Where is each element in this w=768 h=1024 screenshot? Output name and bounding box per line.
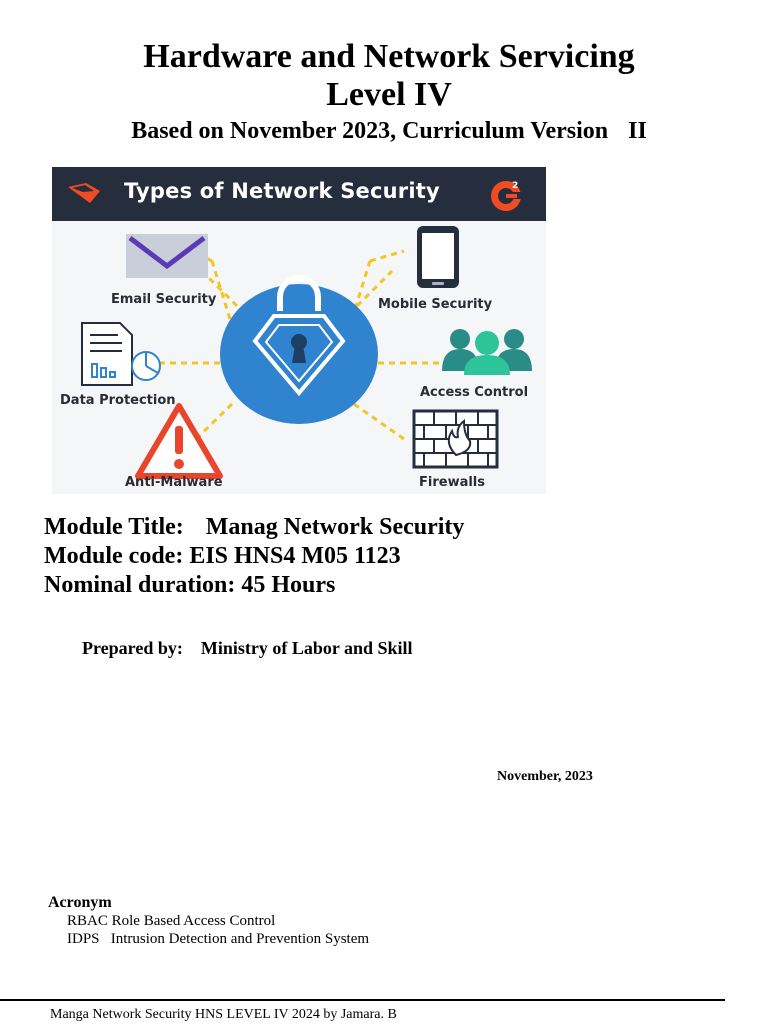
module-code: Module code: EIS HNS4 M05 1123 [44, 543, 401, 569]
acronym-abbr: IDPS [67, 931, 100, 947]
network-security-infographic [52, 167, 546, 494]
document-chart-icon [82, 323, 160, 385]
document-date: November, 2023 [497, 769, 593, 784]
module-title-value: Manag Network Security [205, 514, 465, 540]
module-info [44, 513, 464, 600]
document-level: Level IV [326, 76, 452, 113]
svg-text:2: 2 [512, 181, 519, 191]
label-anti-malware: Anti-Malware [125, 475, 223, 490]
brand-logo-icon [66, 181, 102, 205]
footer-divider [0, 999, 725, 1001]
shield-lock-icon [220, 278, 378, 424]
acronym-item [67, 913, 275, 930]
label-data-protection: Data Protection [60, 393, 176, 408]
curriculum-subtitle [0, 116, 768, 146]
acronym-item [67, 931, 369, 948]
acronym-meaning: Intrusion Detection and Prevention System [110, 931, 370, 947]
prepared-by-value: Ministry of Labor and Skill [200, 638, 413, 658]
document-title: Hardware and Network Servicing [143, 38, 635, 75]
acronym-abbr: RBAC [67, 913, 108, 929]
warning-triangle-icon [138, 406, 220, 476]
prepared-by-label: Prepared by: [82, 638, 183, 658]
label-firewalls: Firewalls [419, 475, 485, 490]
document-title-block [0, 38, 768, 146]
mobile-phone-icon [417, 226, 459, 288]
firewall-icon [414, 411, 497, 467]
label-email-security: Email Security [111, 292, 217, 307]
curriculum-subtitle-text: Based on November 2023, Curriculum Version [131, 118, 609, 144]
module-title-label: Module Title: [44, 514, 184, 540]
envelope-icon [126, 234, 208, 278]
nominal-duration: Nominal duration: 45 Hours [44, 572, 336, 598]
acronym-heading: Acronym [48, 894, 112, 911]
label-mobile-security: Mobile Security [378, 297, 493, 312]
g2-logo-icon [490, 178, 524, 212]
acronym-meaning: Role Based Access Control [111, 913, 276, 929]
curriculum-version: II [628, 118, 647, 144]
users-icon [442, 329, 532, 375]
infographic-title: Types of Network Security [124, 179, 440, 203]
page-footer: Manga Network Security HNS LEVEL IV 2024 by Jamara. B [50, 1007, 397, 1022]
infographic-diagram [52, 221, 546, 494]
module-title-line [44, 513, 464, 542]
label-access-control: Access Control [420, 385, 529, 400]
prepared-by [82, 638, 413, 659]
